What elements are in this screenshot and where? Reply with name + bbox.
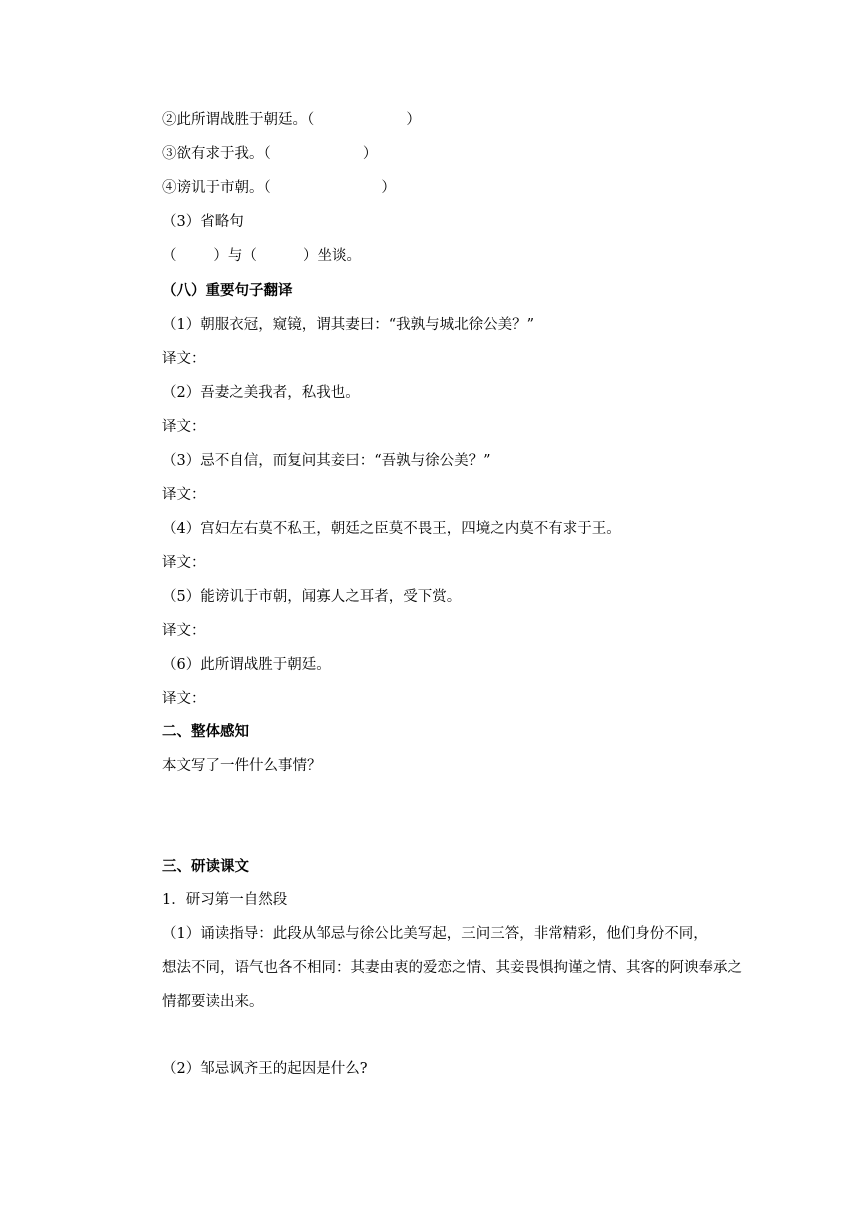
ellipsis-fill-line: （ ）与（ ）坐谈。 — [162, 248, 361, 264]
study-q1-line1: （1）诵读指导：此段从邹忌与徐公比美写起，三问三答，非常精彩，他们身份不同， — [162, 926, 708, 942]
study-q1-line2: 想法不同，语气也各不相同：其妻由衷的爱恋之情、其妾畏惧拘谨之情、其客的阿谀奉承之 — [162, 960, 742, 976]
overview-question: 本文写了一件什么事情？ — [162, 758, 322, 774]
translation-label: 译文： — [162, 555, 206, 571]
translation-label: 译文： — [162, 691, 206, 707]
overview-heading: 二、整体感知 — [162, 724, 249, 740]
study-heading: 三、研读课文 — [162, 859, 249, 875]
translation-sentence-6: （6）此所谓战胜于朝廷。 — [162, 657, 331, 673]
translation-sentence-5: （5）能谤讥于市朝，闻寡人之耳者，受下赏。 — [162, 589, 462, 605]
translation-sentence-4: （4）宫妇左右莫不私王，朝廷之臣莫不畏王，四境之内莫不有求于王。 — [162, 521, 621, 537]
translation-sentence-1: （1）朝服衣冠，窥镜，谓其妻曰：“我孰与城北徐公美？” — [162, 317, 535, 333]
study-q1-line3: 情都要读出来。 — [162, 994, 264, 1010]
translation-label: 译文： — [162, 419, 206, 435]
translation-sentence-3: （3）忌不自信，而复问其妾曰：“吾孰与徐公美？” — [162, 453, 491, 469]
translation-label: 译文： — [162, 351, 206, 367]
subheading-ellipsis: （3）省略句 — [162, 214, 244, 230]
study-item-1: 1．研习第一自然段 — [162, 892, 288, 908]
translation-label: 译文： — [162, 623, 206, 639]
rhetoric-item-3: ③欲有求于我。（ ） — [162, 146, 378, 162]
translation-sentence-2: （2）吾妻之美我者，私我也。 — [162, 385, 360, 401]
study-q2: （2）邹忌讽齐王的起因是什么? — [162, 1061, 368, 1077]
translation-heading: （八）重要句子翻译 — [162, 283, 293, 299]
rhetoric-item-2: ②此所谓战胜于朝廷。（ ） — [162, 112, 421, 128]
rhetoric-item-4: ④谤讥于市朝。（ ） — [162, 180, 396, 196]
translation-label: 译文： — [162, 487, 206, 503]
